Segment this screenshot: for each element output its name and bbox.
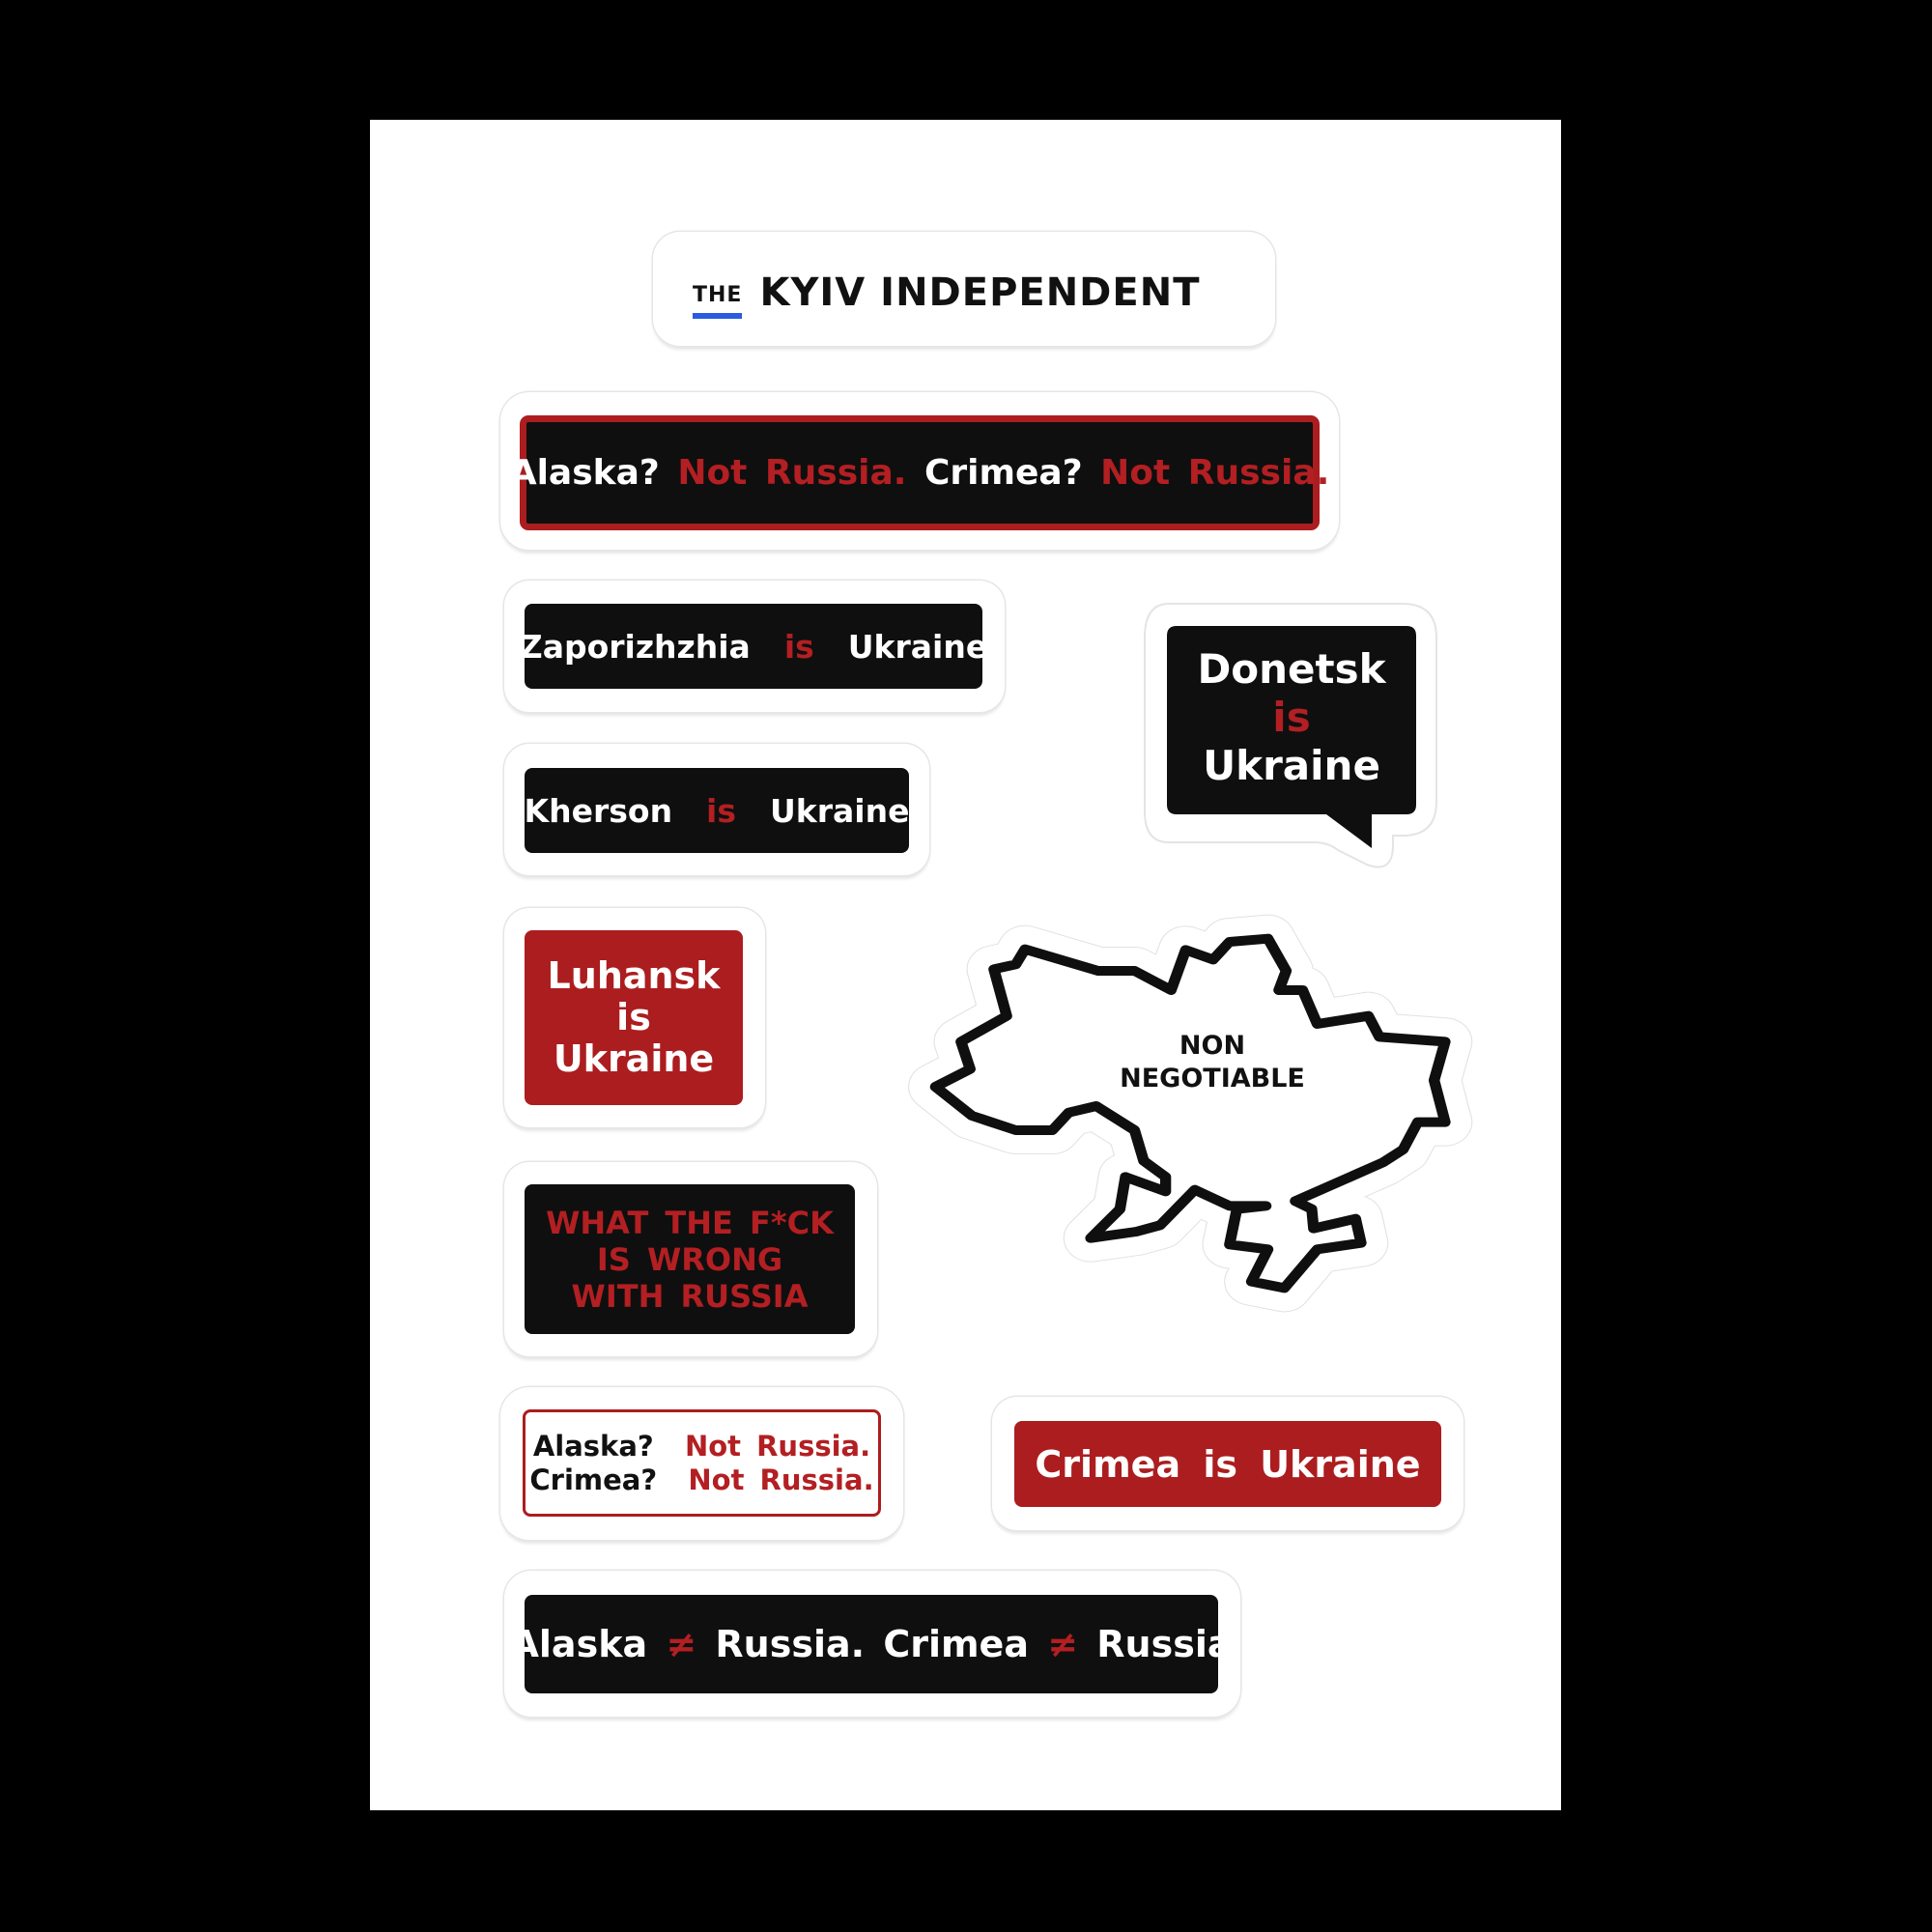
not-equal-icon: ≠ [1047, 1623, 1079, 1665]
ukraine-map-sticker [908, 908, 1478, 1323]
wtf-box: WHAT THE F*CK IS WRONG WITH RUSSIA [525, 1184, 855, 1334]
logo-name: KYIV INDEPENDENT [759, 270, 1201, 315]
donetsk-text: Donetsk is Ukraine [1197, 645, 1386, 789]
not-equal-box: Alaska ≠ Russia. Crimea ≠ Russia [525, 1595, 1218, 1693]
crimea-box: Crimea is Ukraine [1014, 1421, 1441, 1507]
alaska-small-box: Alaska? Not Russia. Crimea? Not Russia. [523, 1409, 881, 1517]
zaporizhzhia-box: Zaporizhzhia is Ukraine [525, 604, 982, 689]
logo-underline-bar [693, 313, 742, 319]
alaska-banner-box: Alaska? Not Russia. Crimea? Not Russia. [520, 415, 1320, 530]
luhansk-box: Luhansk is Ukraine [525, 930, 743, 1105]
kherson-box: Kherson is Ukraine [525, 768, 909, 853]
kyiv-independent-logo [693, 270, 1201, 315]
logo-the: THE [693, 285, 742, 306]
not-equal-icon: ≠ [666, 1623, 697, 1665]
map-text: NON NEGOTIABLE [1120, 1031, 1305, 1094]
